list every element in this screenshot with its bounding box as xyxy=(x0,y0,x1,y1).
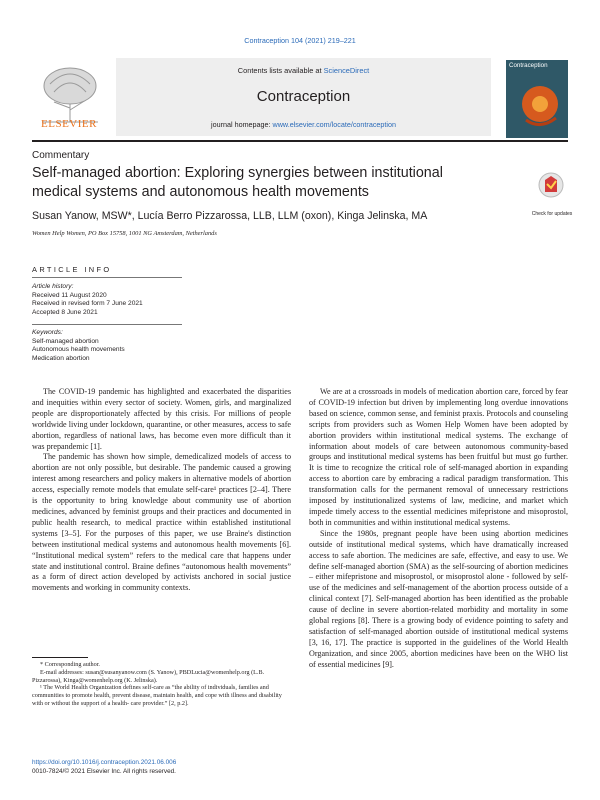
check-for-updates-label[interactable]: Check for updates xyxy=(531,211,573,217)
keywords-block xyxy=(32,329,125,364)
homepage-prefix: journal homepage: xyxy=(211,120,273,129)
sciencedirect-link[interactable]: ScienceDirect xyxy=(323,66,370,75)
journal-homepage-link[interactable]: www.elsevier.com/locate/contraception xyxy=(272,120,396,129)
footnote-corresponding: * Corresponding author. xyxy=(40,661,100,668)
contents-line xyxy=(116,66,491,75)
article-info-heading: ARTICLE INFO xyxy=(32,265,112,274)
footnote-rule xyxy=(32,657,88,658)
body-paragraph: The pandemic has shown how simple, demedicalized models of access to abortion are not only possible, but desirable. The pandemic caused a growing interest among researchers and policy makers in alternative models of abortion access, especially remote models that emulate self-care¹ practices [2–4]. There is the opportunity to bring knowledge about community use of abortion medicines, advanced by feminist groups and their practices and documented in public health research, to medical practice within established institutional systems [3–5]. For the purposes of this paper, we use Braine's distinction between institutional medical systems and autonomous health movements [6]. “Institutional medical system” refers to the medical care that happens under state and institutional control. Braine defines “autonomous health movements” as a form of direct action developed by activists anchored in social justice movements and working in community contexts. xyxy=(32,452,291,593)
footnote-1: ¹ The World Health Organization defines self-care as “the ability of individuals, families and communities to promote health, prevent disease, maintain health, and cope with illness and disability with or without the support of a health- care provider.” [2, p.2]. xyxy=(32,684,282,707)
footnote-email: E-mail addresses: susan@susanyanow.com (S. Yanow), PBDLucia@womenhelp.org (L.B. Pizzarossa), Kinga@womenhelp.org (K. Jelinska). xyxy=(32,668,265,684)
history-item: Received in revised form 7 June 2021 xyxy=(32,300,143,308)
article-info-rule xyxy=(32,277,182,278)
article-type: Commentary xyxy=(32,150,90,161)
author-list: Susan Yanow, MSW*, Lucía Berro Pizzarossa, LLB, LLM (oxon), Kinga Jelinska, MA xyxy=(32,210,428,222)
history-item: Accepted 8 June 2021 xyxy=(32,309,98,317)
body-column-right xyxy=(309,387,568,671)
journal-citation[interactable]: Contraception 104 (2021) 219–221 xyxy=(244,36,356,45)
page-footer xyxy=(32,759,176,776)
history-label: Article history: xyxy=(32,283,74,290)
journal-masthead xyxy=(32,52,568,138)
contents-prefix: Contents lists available at xyxy=(237,66,324,75)
keyword: Autonomous health movements xyxy=(32,346,125,354)
copyright: 0010-7824/© 2021 Elsevier Inc. All rights reserved. xyxy=(32,767,176,775)
author-affiliation: Women Help Women, PO Box 15758, 1001 NG Amsterdam, Netherlands xyxy=(32,230,217,237)
journal-cover-image xyxy=(506,60,568,138)
masthead-rule xyxy=(32,140,568,142)
doi-link[interactable]: https://doi.org/10.1016/j.contraception.2021.06.006 xyxy=(32,759,177,766)
article-title: Self-managed abortion: Exploring synergies between institutional medical systems and autonomous health movements xyxy=(32,165,443,200)
body-column-left xyxy=(32,387,291,594)
cover-title: Contraception xyxy=(509,62,548,69)
body-paragraph: The COVID-19 pandemic has highlighted and exacerbated the disparities and inequities within every sector of society. Women, girls, and marginalized people are disproportionately affected by this crisis. For millions of people worldwide living under lockdown, quarantine, or other measures, access to safe abortion, regardless of national laws, has become even more difficult than it was prepandemic [1]. xyxy=(32,387,291,451)
check-for-updates-icon[interactable] xyxy=(536,170,566,208)
keyword: Medication abortion xyxy=(32,355,90,363)
journal-header-box xyxy=(116,58,491,136)
footnotes xyxy=(32,661,291,708)
homepage-line xyxy=(116,120,491,129)
journal-title: Contraception xyxy=(256,88,351,105)
cover-flower-graphic xyxy=(506,60,568,138)
body-paragraph: We are at a crossroads in models of medication abortion care, forced by fear of COVID-19 infection but driven by implementing long overdue innovations based on science, common sense, and feminist praxis. Protocols and counseling scripts from providers such as Women Help Women have been adopted by abortion providers within institutional medical systems. The exchange of information about models of care between autonomous community-based groups and institutional medical systems has been fruitful but must go further. It is time to recognize the critical role of self-managed abortion in expanding access to abortion care by embracing a radical paradigm transformation. This transformation calls for the permanent removal of unnecessary restrictions imposed by institutionalized systems of law, medicine, and market which impede timely access to the essential medicines mifepristone and misoprostol, both in communities and within institutional medical systems. xyxy=(309,387,568,527)
keywords-rule xyxy=(32,324,182,325)
history-item: Received 11 August 2020 xyxy=(32,291,107,299)
article-history xyxy=(32,283,143,318)
elsevier-wordmark: ELSEVIER xyxy=(41,118,97,130)
body-paragraph: Since the 1980s, pregnant people have been using abortion medicines outside of institutional medical systems, which have dramatically increased access to safe abortion. The medicines are safe, effective, and easy to use. We define self-managed abortion (SMA) as the self-sourcing of abortion medicines – either mifepristone and misoprostol, or misoprostol alone - followed by self-use of the medicines and self-management of the abortion process outside of a clinical context [7]. Self-managed abortion has been identified as the probable cause of decline in severe abortion-related morbidity and mortality in some global regions [8]. There is a growing body of evidence pointing to safety and satisfaction of self-managed abortion outside of institutional medical systems [3, 16, 17]. The practice is supported in the guidelines of the World Health Organization, and since 2005, abortion medicines have been on the WHO list of essential medicines [9]. xyxy=(309,528,568,669)
keywords-label: Keywords: xyxy=(32,329,63,336)
keyword: Self-managed abortion xyxy=(32,337,99,345)
